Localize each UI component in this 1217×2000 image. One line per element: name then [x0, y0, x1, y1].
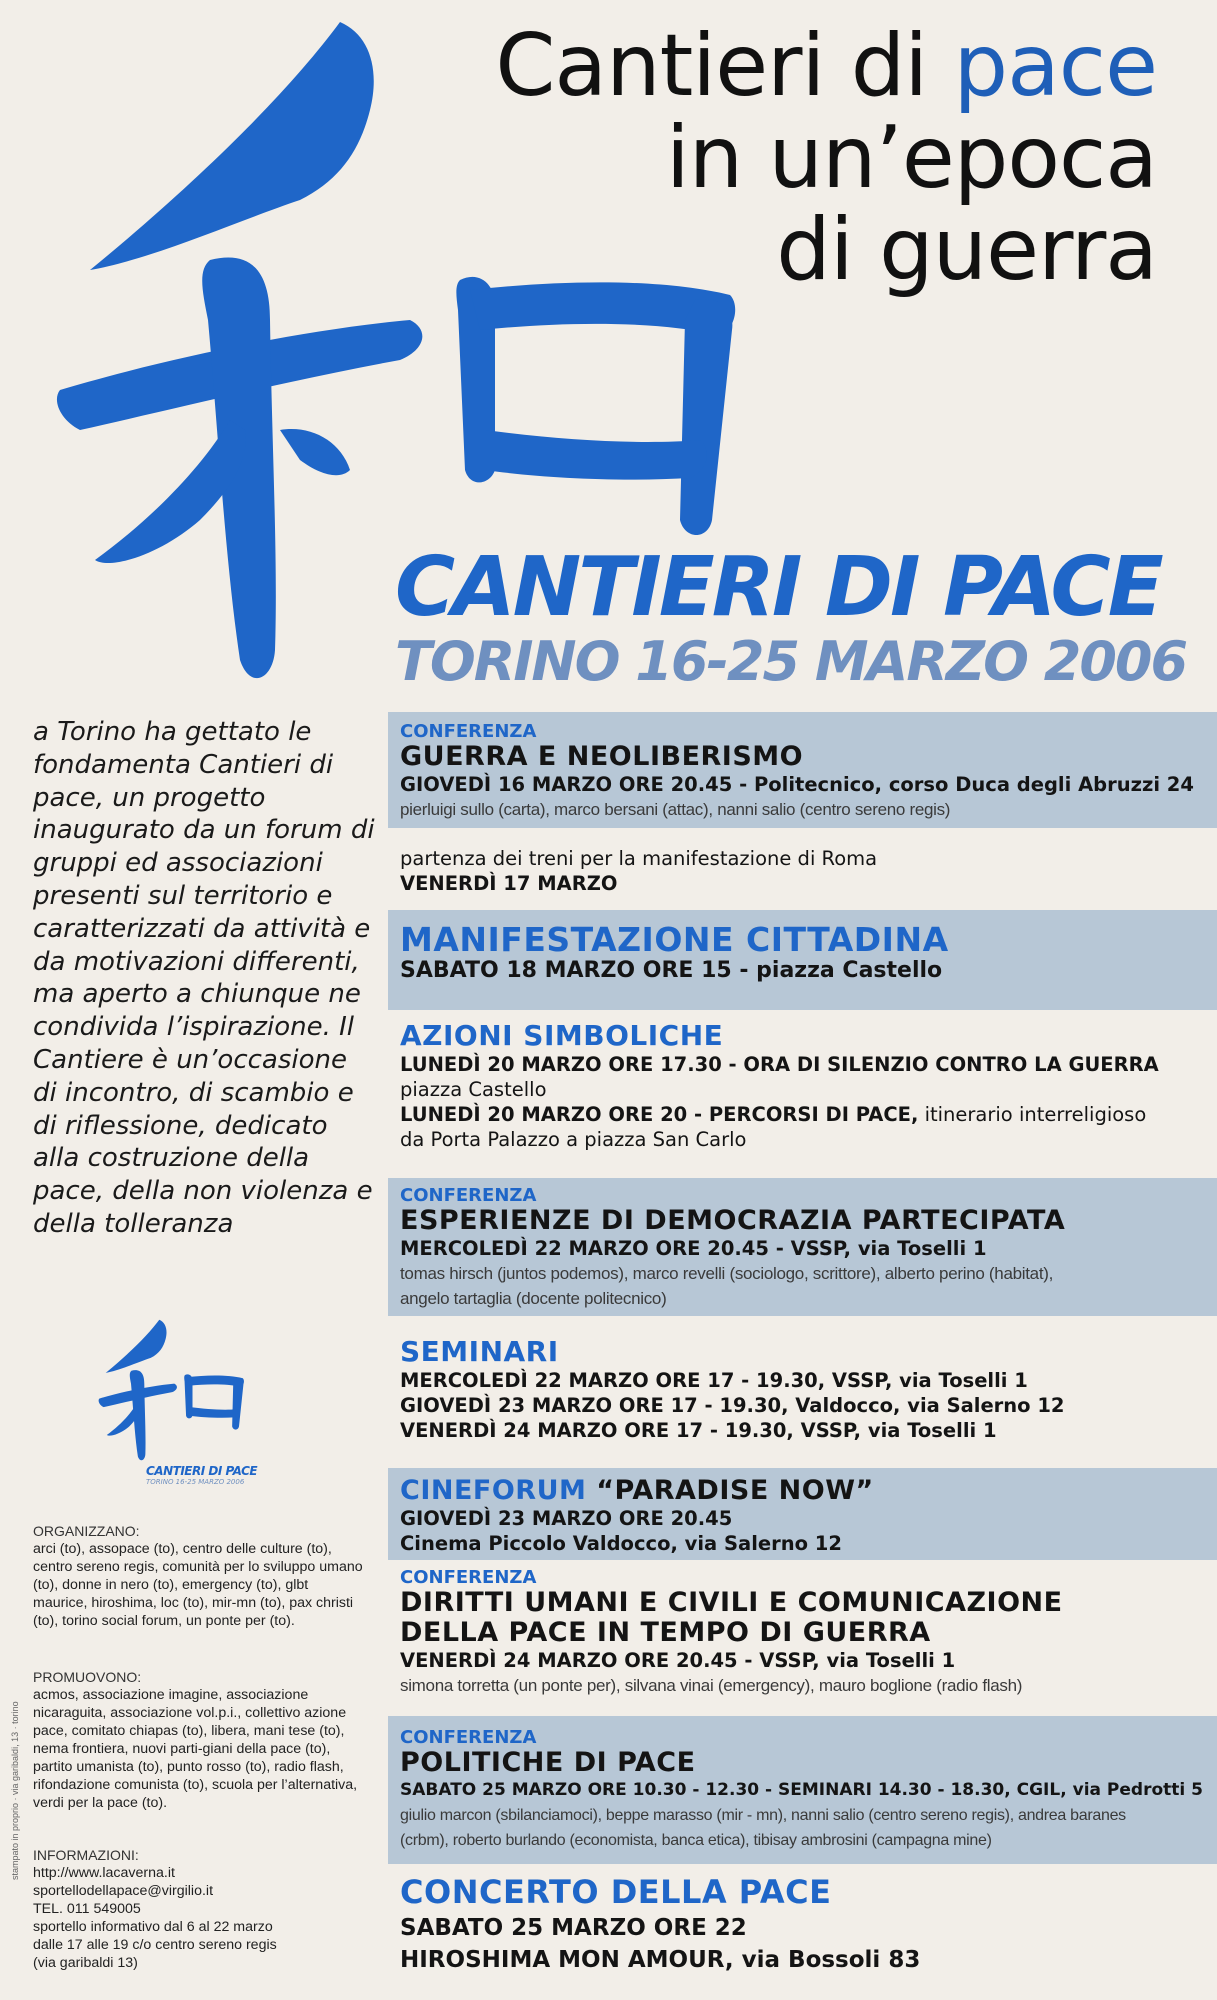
small-logo-name: CANTIERI DI PACE: [146, 1464, 258, 1478]
event-date: VENERDÌ 24 MARZO ORE 20.45 - VSSP,: [400, 1649, 820, 1672]
event-when: [400, 1912, 1217, 1944]
info-line: (via garibaldi 13): [33, 1955, 138, 1971]
event-date-text: VENERDÌ 17 MARZO: [400, 872, 618, 895]
info-line: sportello informativo dal 6 al 22 marzo: [33, 1919, 273, 1935]
event-speakers: (crbm), roberto burlando (economista, banca etica), tibisay ambrosini (campagna mine): [400, 1832, 992, 1849]
event-date: MERCOLEDÌ 22 MARZO ORE 20.45 - VSSP,: [400, 1237, 852, 1260]
event-row: [400, 1418, 1217, 1443]
brand-dates: TORINO 16-25 MARZO 2006: [395, 630, 1187, 693]
event-date: GIOVEDÌ 16 MARZO ORE 20.45: [400, 773, 733, 796]
event-title: SEMINARI: [400, 1335, 559, 1368]
event-title: POLITICHE DI PACE: [400, 1747, 696, 1778]
event-title: CONCERTO DELLA PACE: [400, 1873, 832, 1911]
event-place: Cinema Piccolo Valdocco, via Salerno 12: [400, 1532, 842, 1555]
event-date: LUNEDÌ 20 MARZO ORE 17.30 - ORA DI SILENZIO CONTRO LA GUERRA: [400, 1053, 1159, 1076]
event-desc: itinerario interreligioso: [918, 1103, 1147, 1126]
poster-title: [397, 16, 1157, 300]
event-speakers: simona torretta (un ponte per), silvana vinai (emergency), mauro boglione (radio flash): [400, 1676, 1023, 1695]
event-place: - Politecnico, corso Duca degli Abruzzi 24: [732, 773, 1194, 796]
title-line2: in un’epoca: [665, 108, 1157, 208]
event-title: AZIONI SIMBOLICHE: [400, 1019, 724, 1052]
organizzano-text: arci (to), assopace (to), centro delle culture (to), centro sereno regis, comunità per lo sviluppo umano (to), donne in nero (to), emergency (to), glbt maurice, hiroshima, loc (to), mir-mn (to), pax christi (to), torino social forum, un ponte per (to).: [33, 1541, 363, 1629]
event-when: [400, 1236, 1217, 1261]
event-date: VENERDÌ 24 MARZO ORE 17 - 19.30, VSSP,: [400, 1419, 862, 1442]
event-when: [400, 1506, 1217, 1531]
event-guerra-neoliberismo: [388, 712, 1217, 828]
event-date: SABATO 25 MARZO ORE 22: [400, 1915, 747, 1941]
event-place: via Pedrotti 5: [1066, 1780, 1203, 1800]
event-seminari: [388, 1336, 1217, 1456]
event-diritti-umani: [388, 1568, 1217, 1708]
event-where: [400, 1944, 1217, 1976]
event-when: [400, 1648, 1217, 1673]
small-logo-dates: TORINO 16-25 MARZO 2006: [146, 1478, 245, 1486]
event-title: [400, 1476, 1217, 1506]
info-email: sportellodellapace@virgilio.it: [33, 1883, 214, 1899]
event-title-cineforum: CINEFORUM: [400, 1475, 587, 1506]
event-when: [400, 1778, 1217, 1803]
event-text: partenza dei treni per la manifestazione di Roma: [400, 847, 878, 870]
event-treni-roma: [388, 846, 1217, 906]
promuovono-block: [33, 1668, 363, 1812]
promuovono-head: PROMUOVONO:: [33, 1669, 142, 1685]
intro-text: a Torino ha gettato le fondamenta Cantieri di pace, un progetto inaugurato da un forum di gruppi ed associazioni presenti sul territorio e caratterizzati da attività e da motivazioni differenti, ma aperto a chiunque ne condivida l’ispirazione. Il Cantiere è un’occasione di incontro, di scambio e di riflessione, dedicato alla costruzione della pace, della non violenza e della tolleranza: [33, 717, 375, 1239]
event-date: LUNEDÌ 20 MARZO ORE 20 - PERCORSI DI PACE,: [400, 1103, 919, 1126]
info-website: http://www.lacaverna.it: [33, 1865, 175, 1881]
event-cineforum: [388, 1468, 1217, 1560]
event-speakers: tomas hirsch (juntos podemos), marco revelli (sociologo, scrittore), alberto perino (habitat),: [400, 1264, 1054, 1283]
event-title-1: DIRITTI UMANI E CIVILI E COMUNICAZIONE: [400, 1587, 1063, 1618]
title-line3: di guerra: [776, 200, 1157, 300]
event-venue: HIROSHIMA MON AMOUR,: [400, 1947, 734, 1973]
event-azioni-simboliche: [388, 1020, 1217, 1160]
event-place: via Toselli 1: [861, 1419, 997, 1442]
event-place: - piazza Castello: [731, 958, 943, 983]
title-line1-b: pace: [953, 16, 1157, 116]
event-speakers: pierluigi sullo (carta), marco bersani (attac), nanni salio (centro sereno regis): [400, 800, 951, 819]
organizzano-head: ORGANIZZANO:: [33, 1523, 140, 1539]
informazioni-head: INFORMAZIONI:: [33, 1847, 139, 1863]
event-row: [400, 1393, 1217, 1418]
event-place: via Toselli 1: [892, 1369, 1028, 1392]
event-place: via Toselli 1: [851, 1237, 987, 1260]
small-logo-icon: [70, 1315, 270, 1465]
title-line1-a: Cantieri di: [495, 16, 954, 116]
event-date: MERCOLEDÌ 22 MARZO ORE 17 - 19.30, VSSP,: [400, 1369, 893, 1392]
event-date: [400, 871, 1217, 896]
event-politiche-pace: [388, 1716, 1217, 1864]
event-title: ESPERIENZE DI DEMOCRAZIA PARTECIPATA: [400, 1205, 1066, 1236]
event-manifestazione: [388, 910, 1217, 1010]
event-place: via Bossoli 83: [733, 1947, 921, 1973]
print-note: stampato in proprio · via garibaldi, 13 · torino: [10, 1701, 20, 1880]
event-category: CONFERENZA: [400, 1567, 537, 1588]
informazioni-block: [33, 1846, 363, 1972]
organizzano-block: [33, 1522, 363, 1630]
event-place: via Salerno 12: [900, 1394, 1065, 1417]
event-category: CONFERENZA: [400, 1185, 537, 1206]
event-title-2: DELLA PACE IN TEMPO DI GUERRA: [400, 1617, 931, 1648]
event-line: [400, 1052, 1217, 1077]
event-place: via Toselli 1: [819, 1649, 956, 1672]
event-title-film: “PARADISE NOW”: [586, 1475, 874, 1506]
event-date: GIOVEDÌ 23 MARZO ORE 17 - 19.30, Valdocco,: [400, 1394, 901, 1417]
info-phone: TEL. 011 549005: [33, 1901, 141, 1917]
event-title: GUERRA E NEOLIBERISMO: [400, 741, 804, 772]
event-democrazia: [388, 1178, 1217, 1316]
event-speakers: giulio marcon (sbilanciamoci), beppe marasso (mir - mn), nanni salio (centro sereno regis), andrea baranes: [400, 1807, 1126, 1824]
event-category: CONFERENZA: [400, 1727, 537, 1748]
event-concerto: [388, 1872, 1217, 1992]
event-date: SABATO 18 MARZO ORE 15: [400, 958, 732, 983]
event-when: [400, 958, 1217, 983]
event-title: MANIFESTAZIONE CITTADINA: [400, 920, 949, 959]
event-category: CONFERENZA: [400, 721, 537, 742]
event-place: piazza Castello: [400, 1078, 547, 1101]
event-where: [400, 1531, 1217, 1556]
promuovono-text: acmos, associazione imagine, associazione nicaraguita, associazione vol.p.i., collettivo azione pace, comitato chiapas (to), libera, mani tese (to), nema frontiera, nuovi parti-giani della pace (to), partito umanista (to), punto rosso (to), radio flash, rifondazione comunista (to), scuola per l’alternativa, verdi per la pace (to).: [33, 1687, 358, 1811]
event-speakers: angelo tartaglia (docente politecnico): [400, 1289, 667, 1308]
event-date: GIOVEDÌ 23 MARZO ORE 20.45: [400, 1507, 733, 1530]
event-row: [400, 1368, 1217, 1393]
event-place: da Porta Palazzo a piazza San Carlo: [400, 1128, 747, 1151]
event-when: [400, 772, 1217, 797]
event-date: SABATO 25 MARZO ORE 10.30 - 12.30 - SEMINARI 14.30 - 18.30, CGIL,: [400, 1780, 1067, 1800]
event-line: [400, 1102, 1217, 1127]
info-line: dalle 17 alle 19 c/o centro sereno regis: [33, 1937, 277, 1953]
brand-name: CANTIERI DI PACE: [395, 540, 1161, 635]
